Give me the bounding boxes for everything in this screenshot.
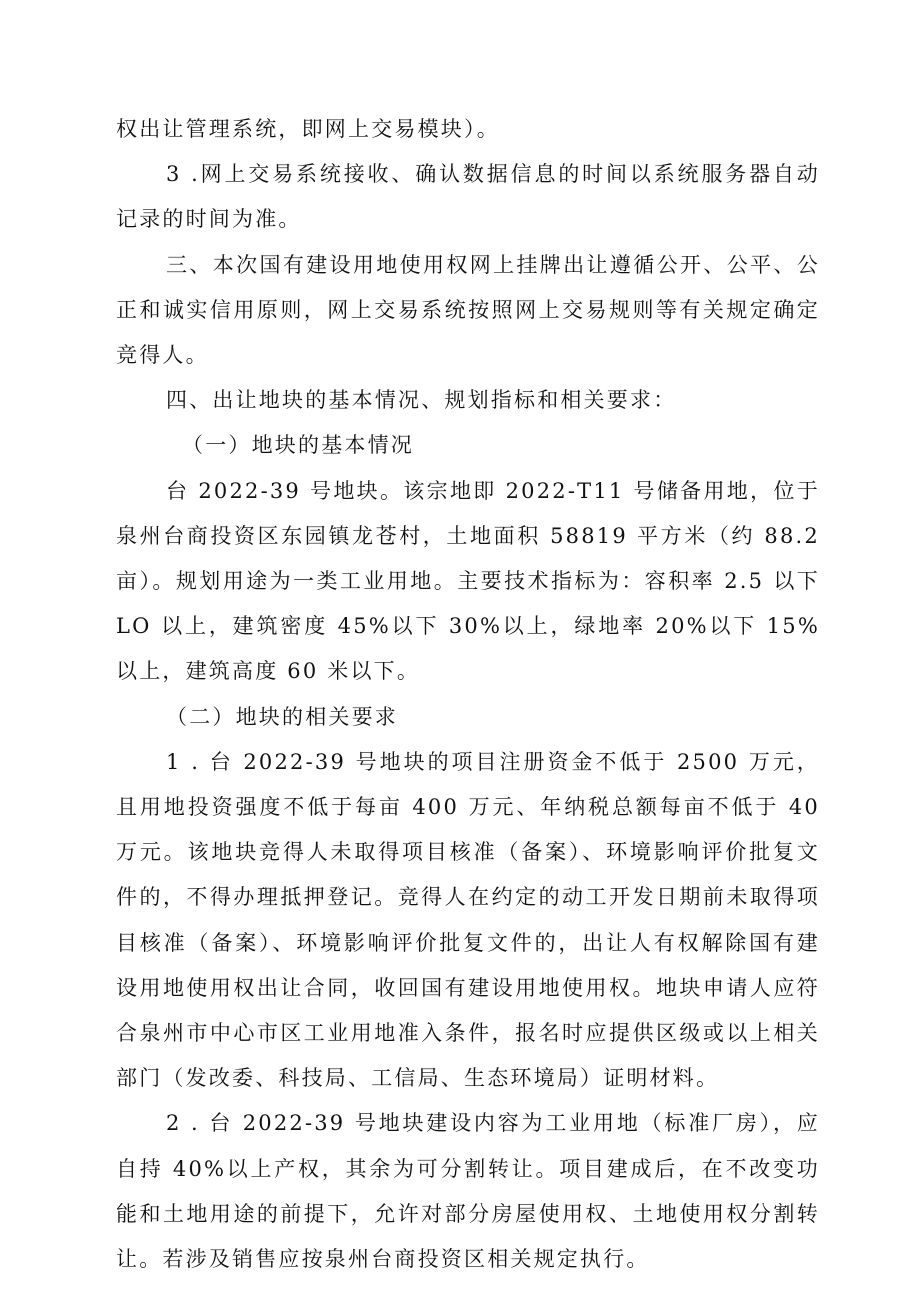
paragraph-requirement-1: 1 . 台 2022-39 号地块的项目注册资金不低于 2500 万元，且用地投资强度不低于每亩 400 万元、年纳税总额每亩不低于 40 万元。该地块竞得人未取得项目核准（备案）、环境影响评价批复文件的，不得办理抵押登记。竞得人在约定的动工开发日期前未取得项目核准（备案）、环境影响评价批复文件的，出让人有权解除国有建设用地使用权出让合同，收回国有建设用地使用权。地块申请人应符合泉州市中心市区工业用地准入条件，报名时应提供区级或以上相关部门（发改委、科技局、工信局、生态环境局）证明材料。 [116, 749, 820, 1091]
section-heading-4: 四、出让地块的基本情况、规划指标和相关要求： [166, 388, 677, 413]
subheading-basic-info: （一）地块的基本情况 [182, 433, 414, 458]
paragraph-parcel-info: 台 2022-39 号地块。该宗地即 2022-T11 号储备用地，位于泉州台商投资区东园镇龙苍村，土地面积 58819 平方米（约 88.2 亩）。规划用途为一类工业用地。主要技术指标为：容积率 2.5 以下 LO 以上，建筑密度 45%以下 30%以上，绿地率 20%以下 15%以上，建筑高度 60 米以下。 [116, 478, 820, 684]
paragraph-section-3: 三、本次国有建设用地使用权网上挂牌出让遵循公开、公平、公正和诚实信用原则，网上交易系统按照网上交易规则等有关规定确定竞得人。 [116, 252, 820, 368]
paragraph-continuation: 权出让管理系统，即网上交易模块）。 [116, 117, 500, 141]
paragraph-requirement-2: 2 . 台 2022-39 号地块建设内容为工业用地（标准厂房），应自持 40%以上产权，其余为可分割转让。项目建成后，在不改变功能和土地用途的前提下，允许对部分房屋使用权、土地使用权分割转让。若涉及销售应按泉州台商投资区相关规定执行。 [116, 1111, 820, 1272]
paragraph-item-3: 3 .网上交易系统接收、确认数据信息的时间以系统服务器自动记录的时间为准。 [116, 162, 820, 232]
document-body [116, 107, 820, 1282]
subheading-requirements: （二）地块的相关要求 [166, 704, 398, 729]
